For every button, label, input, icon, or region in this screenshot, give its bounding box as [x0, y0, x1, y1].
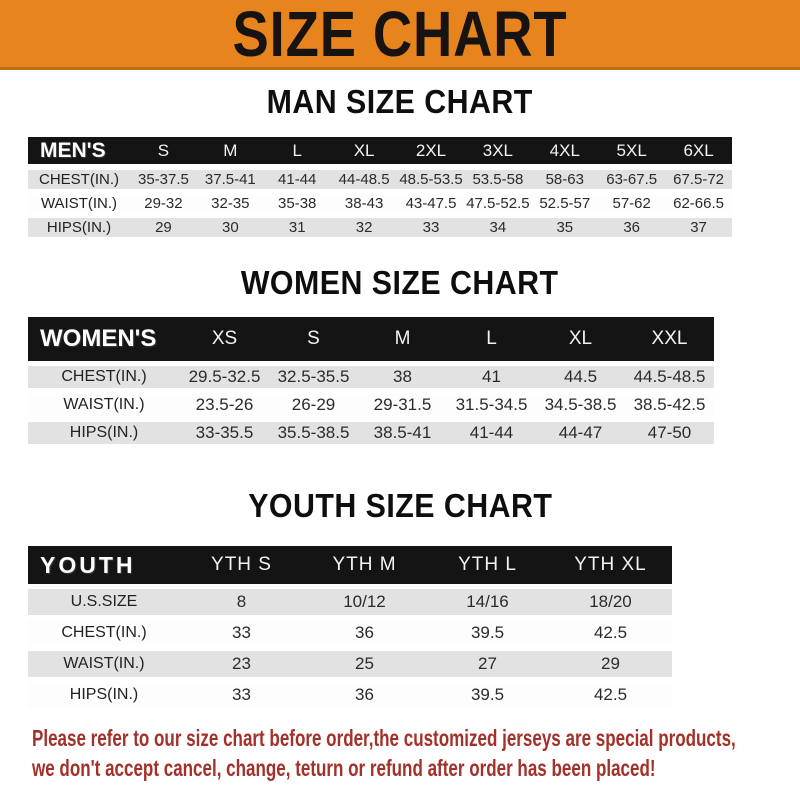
men-table-header-row: [28, 137, 732, 164]
women-value-cell: 38: [393, 367, 412, 386]
women-size-header-cell: XS: [211, 328, 238, 349]
men-size-table: [28, 137, 772, 237]
youth-size-header-cell: YTH S: [211, 554, 272, 575]
women-value-cell: 26-29: [291, 395, 336, 414]
men-value-cell: 47.5-52.5: [466, 195, 530, 212]
women-value-cell: 23.5-26: [195, 395, 254, 414]
women-size-chart-heading: [0, 265, 800, 301]
women-value-cell: 41-44: [469, 423, 514, 442]
size-chart-banner: [0, 0, 800, 70]
youth-size-chart-heading: [0, 488, 800, 524]
size-chart-title: SIZE CHART: [232, 0, 568, 70]
men-value-cell: 53.5-58: [472, 171, 524, 188]
men-size-header-cell: S: [157, 140, 170, 160]
women-table-title-cell: WOMEN'S: [40, 325, 157, 352]
youth-value-cell: 23: [232, 654, 251, 673]
youth-value-cell: 8: [236, 592, 247, 611]
men-size-header-cell: 5XL: [616, 140, 647, 160]
youth-size-header-cell: YTH L: [458, 554, 517, 575]
women-value-cell: 38.5-41: [373, 423, 432, 442]
men-value-cell: 35: [556, 219, 574, 236]
men-value-cell: 37.5-41: [204, 171, 256, 188]
men-value-cell: 34: [489, 219, 507, 236]
youth-size-header-cell: YTH XL: [574, 554, 647, 575]
women-size-table: [28, 317, 772, 444]
women-value-cell: 41: [482, 367, 501, 386]
youth-table-row: [28, 682, 672, 708]
women-row-label-cell: HIPS(IN.): [69, 424, 139, 441]
men-value-cell: 43-47.5: [405, 195, 457, 212]
men-value-cell: 29-32: [144, 195, 183, 212]
women-size-header-cell: M: [394, 328, 411, 349]
youth-table-title-cell: YOUTH: [40, 551, 136, 578]
women-size-header-cell: XL: [568, 328, 593, 349]
youth-size-chart-heading-text: YOUTH SIZE CHART: [247, 487, 553, 524]
footer-note: [0, 723, 800, 783]
youth-row-label-cell: U.S.SIZE: [70, 593, 138, 610]
women-value-cell: 31.5-34.5: [455, 395, 528, 414]
youth-value-cell: 33: [232, 685, 251, 704]
women-size-chart-heading-text: WOMEN SIZE CHART: [241, 264, 559, 301]
men-value-cell: 48.5-53.5: [399, 171, 463, 188]
men-row-label-cell: WAIST(IN.): [40, 195, 118, 212]
women-value-cell: 44.5: [563, 367, 598, 386]
men-size-header-cell: 3XL: [482, 140, 514, 160]
men-value-cell: 44-48.5: [338, 171, 390, 188]
women-size-header-cell: L: [486, 328, 497, 349]
footer-note-line-1: Please refer to our size chart before order,the customized jerseys are special products,: [32, 725, 736, 751]
men-value-cell: 29: [155, 219, 172, 236]
youth-row-label-cell: HIPS(IN.): [69, 686, 139, 703]
women-value-cell: 29.5-32.5: [188, 367, 261, 386]
men-value-cell: 38-43: [344, 195, 384, 212]
men-size-header-cell: M: [223, 140, 238, 160]
women-table-row: [28, 366, 714, 388]
men-table-title-cell: MEN'S: [40, 138, 106, 162]
women-row-label-cell: CHEST(IN.): [61, 368, 147, 385]
women-value-cell: 47-50: [647, 423, 692, 442]
youth-value-cell: 14/16: [466, 592, 509, 611]
youth-value-cell: 42.5: [593, 685, 628, 704]
men-value-cell: 36: [623, 219, 641, 236]
youth-size-table: [28, 546, 772, 708]
women-table-row: [28, 394, 714, 416]
women-value-cell: 38.5-42.5: [633, 395, 706, 414]
youth-size-header-cell: YTH M: [332, 554, 397, 575]
women-size-header-cell: XXL: [651, 328, 688, 349]
men-value-cell: 52.5-57: [539, 195, 591, 212]
youth-table-row: [28, 651, 672, 677]
man-size-chart-heading: [0, 84, 800, 120]
youth-value-cell: 27: [478, 654, 497, 673]
men-value-cell: 57-62: [612, 195, 651, 212]
women-size-header-cell: S: [307, 328, 320, 349]
youth-value-cell: 36: [355, 623, 374, 642]
women-table-header-row: [28, 317, 714, 361]
men-size-header-cell: 4XL: [549, 140, 580, 160]
youth-value-cell: 29: [601, 654, 620, 673]
men-size-header-cell: 2XL: [415, 140, 447, 160]
youth-table-row: [28, 589, 672, 615]
men-row-label-cell: HIPS(IN.): [46, 219, 112, 236]
women-value-cell: 29-31.5: [373, 395, 432, 414]
women-value-cell: 34.5-38.5: [544, 395, 617, 414]
women-value-cell: 32.5-35.5: [277, 367, 350, 386]
youth-value-cell: 39.5: [470, 685, 505, 704]
men-value-cell: 62-66.5: [673, 195, 724, 212]
men-value-cell: 35-38: [278, 195, 317, 212]
men-value-cell: 41-44: [278, 171, 317, 188]
men-value-cell: 32-35: [211, 195, 250, 212]
youth-value-cell: 33: [232, 623, 251, 642]
man-size-chart-heading-text: MAN SIZE CHART: [266, 83, 534, 120]
footer-note-line-2: we don't accept cancel, change, teturn or refund after order has been placed!: [32, 755, 656, 781]
youth-table-header-row: [28, 546, 672, 584]
women-row-label-cell: WAIST(IN.): [63, 396, 145, 413]
youth-table-row: [28, 620, 672, 646]
youth-value-cell: 18/20: [589, 592, 632, 611]
women-value-cell: 44.5-48.5: [633, 367, 706, 386]
men-value-cell: 67.5-72: [673, 171, 724, 188]
men-row-label-cell: CHEST(IN.): [39, 171, 119, 188]
men-value-cell: 33: [422, 219, 440, 236]
men-value-cell: 63-67.5: [606, 171, 658, 188]
men-value-cell: 35-37.5: [138, 171, 189, 188]
men-value-cell: 37: [690, 219, 707, 236]
men-size-header-cell: 6XL: [683, 140, 714, 160]
women-table-row: [28, 422, 714, 444]
men-size-header-cell: XL: [353, 140, 375, 160]
youth-value-cell: 36: [355, 685, 374, 704]
youth-value-cell: 25: [355, 654, 374, 673]
youth-value-cell: 42.5: [593, 623, 628, 642]
men-value-cell: 58-63: [545, 171, 584, 188]
men-table-row: [28, 218, 732, 237]
women-value-cell: 33-35.5: [195, 423, 254, 442]
women-value-cell: 35.5-38.5: [277, 423, 350, 442]
men-table-row: [28, 194, 732, 213]
youth-value-cell: 10/12: [343, 592, 386, 611]
youth-row-label-cell: CHEST(IN.): [61, 624, 147, 641]
men-value-cell: 30: [221, 219, 239, 236]
men-value-cell: 31: [288, 219, 306, 236]
youth-value-cell: 39.5: [470, 623, 505, 642]
youth-row-label-cell: WAIST(IN.): [63, 655, 145, 672]
men-size-header-cell: L: [292, 140, 302, 160]
men-value-cell: 32: [355, 219, 373, 236]
men-table-row: [28, 170, 732, 189]
women-value-cell: 44-47: [558, 423, 603, 442]
